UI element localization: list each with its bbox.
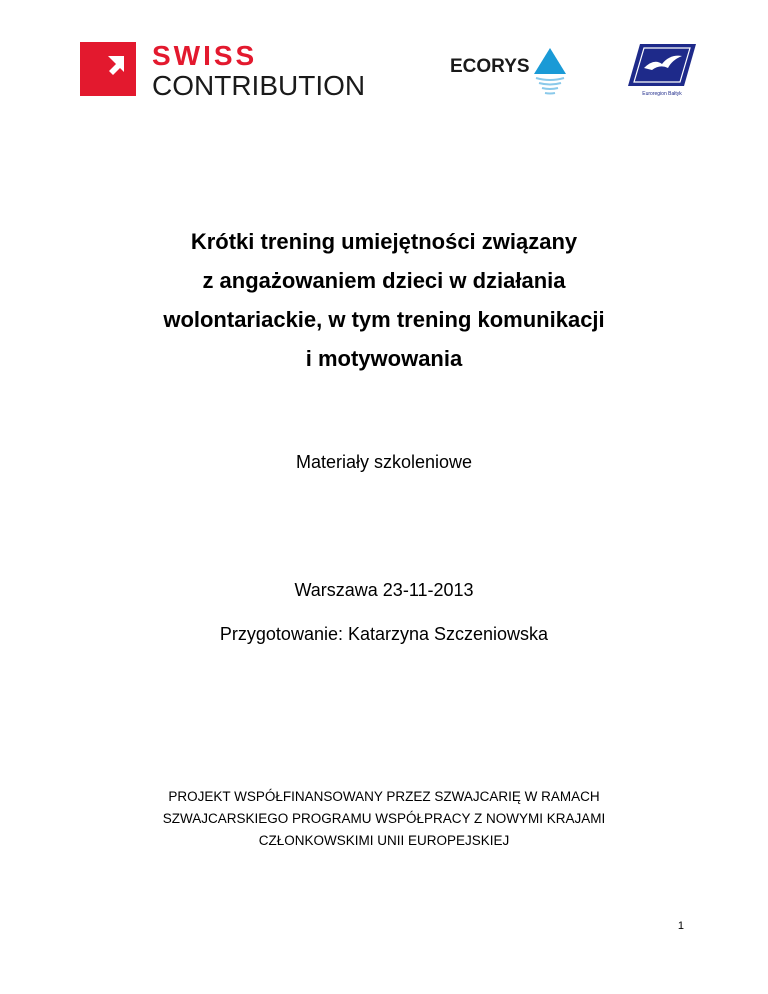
document-title [100, 222, 668, 378]
ecorys-logo [450, 46, 570, 98]
ecorys-triangle-icon [532, 46, 568, 98]
document-subtitle: Materiały szkoleniowe [295, 452, 473, 472]
project-note-line: CZŁONKOWSKIMI UNII EUROPEJSKIEJ [258, 833, 510, 848]
euroregion-baltyk-logo [626, 42, 698, 98]
swiss-flag-icon [80, 42, 136, 96]
project-funding-note [90, 786, 678, 852]
document-date: Warszawa 23-11-2013 [294, 580, 474, 600]
page-number: 1 [677, 920, 684, 932]
project-note-line: SZWAJCARSKIEGO PROGRAMU WSPÓŁPRACY Z NOWYMI KRAJAMI [162, 811, 606, 826]
swiss-logo-line1: SWISS [152, 40, 258, 71]
title-line: Krótki trening umiejętności związany [190, 229, 578, 254]
svg-text:Euroregion Bałtyk: Euroregion Bałtyk [642, 91, 682, 97]
project-note-line: PROJEKT WSPÓŁFINANSOWANY PRZEZ SZWAJCARIĘ W RAMACH [168, 789, 600, 804]
title-line: wolontariackie, w tym trening komunikacji [163, 307, 605, 332]
ecorys-logo-text: ECORYS [450, 56, 530, 77]
title-line: z angażowaniem dzieci w działania [202, 268, 566, 293]
swiss-logo-line2: CONTRIBUTION [152, 70, 366, 101]
document-author: Przygotowanie: Katarzyna Szczeniowska [219, 624, 549, 644]
title-line: i motywowania [305, 346, 463, 371]
swiss-contribution-logo [80, 40, 380, 101]
